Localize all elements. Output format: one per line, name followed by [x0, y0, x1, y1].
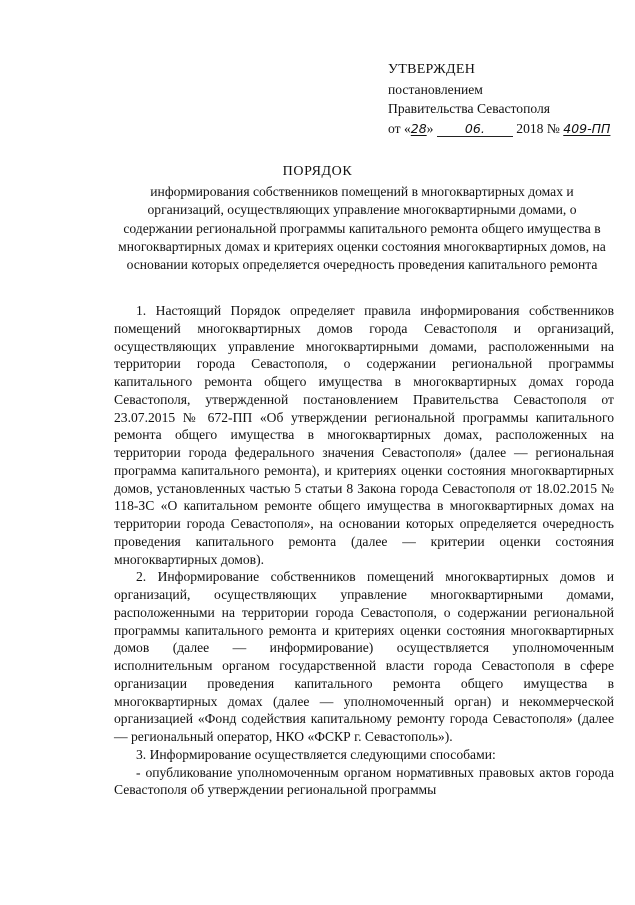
approval-line-1: постановлением: [388, 81, 483, 97]
approval-block: [388, 60, 628, 138]
date-year: 2018 №: [516, 120, 560, 136]
approval-date-line: [388, 119, 628, 139]
decree-number: 409-ПП: [563, 120, 611, 136]
date-prefix: от «: [388, 120, 411, 136]
date-day: 28: [410, 120, 427, 136]
paragraph-4: - опубликование уполномоченным органом нормативных правовых актов города Севастополя об утверждении региональной программы: [114, 764, 614, 798]
paragraph-3: 3. Информирование осуществляется следующими способами:: [136, 746, 496, 762]
approval-heading: УТВЕРЖДЕН: [388, 62, 476, 77]
paragraph-1: 1. Настоящий Порядок определяет правила информирования собственников помещений многоквартирных домов города Севастополя и организаций, осуществляющих управление многоквартирными домами, расположенными на территории города Севастополя, о содержании региональной программы капитального ремонта общего имущества в многоквартирных домах города Севастополя, утвержденной постановлением Правительства Севастополя от 23.07.2015 № 672-ПП «Об утверждении региональной программы капитального ремонта общего имущества в многоквартирных домах, расположенных на территории города федерального значения Севастополя» (далее — региональная программа капитального ремонта), и критериях оценки состояния многоквартирных домов, установленных частью 5 статьи 8 Закона города Севастополя от 18.02.2015 № 118-ЗС «О капитальном ремонте общего имущества в многоквартирных домах на территории города Севастополя», на основании которых определяется очередность проведения капитального ремонта (далее — критерии оценки состояния многоквартирных домов).: [114, 303, 614, 567]
date-mid: »: [426, 120, 434, 136]
approval-line-2: Правительства Севастополя: [388, 101, 551, 116]
date-month: 06.: [437, 122, 513, 137]
document-title: ПОРЯДОК: [282, 164, 353, 179]
paragraph-2: 2. Информирование собственников помещений многоквартирных домов и организаций, осуществляющих управление многоквартирными домами, расположенными на территории города Севастополя, о содержании региональной программы капитального ремонта и критериях оценки состояния многоквартирных домов (далее — информирование) осуществляется уполномоченным исполнительным органом государственной власти города Севастополя в сфере организации проведения капитального ремонта общего имущества в многоквартирных домах (далее — уполномоченный орган) и некоммерческой организацией «Фонд содействия капитальному ремонту города Севастополя» (далее — региональный оператор, НКО «ФСКР г. Севастополь»).: [114, 569, 614, 744]
document-subtitle: информирования собственников помещений в многоквартирных домах и организаций, осуществляющих управление многоквартирными домами, о содержании региональной программы капитального ремонта общего имущества в многоквартирных домах и критериях оценки состояния многоквартирных домов, на основании которых определяется очередность проведения капитального ремонта: [118, 184, 606, 273]
document-body: [114, 302, 614, 799]
